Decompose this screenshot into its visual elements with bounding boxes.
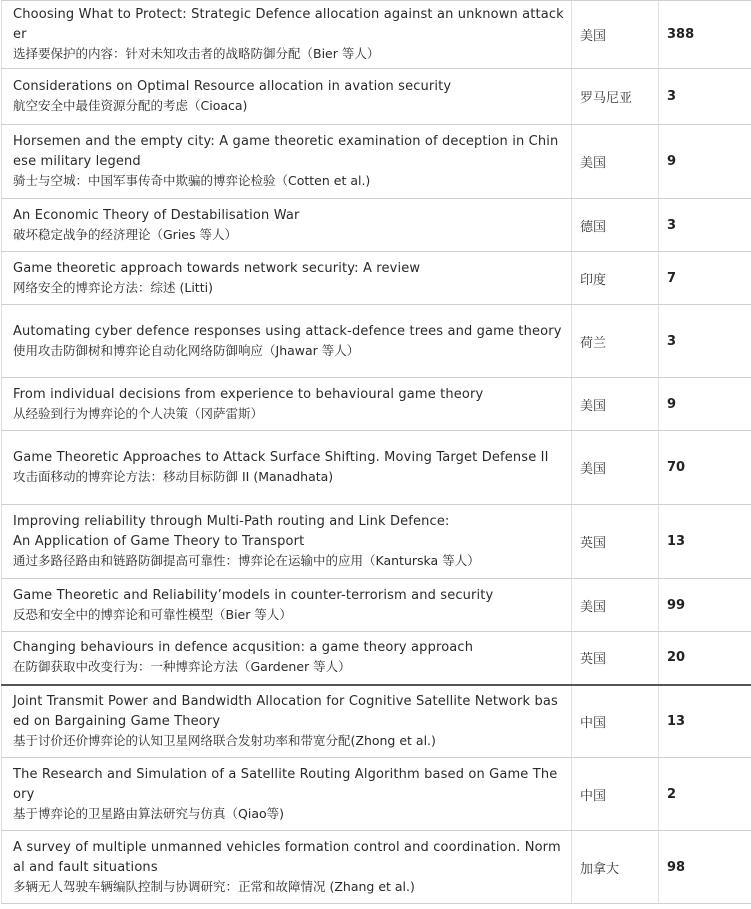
paper-title-en: Changing behaviours in defence acqusition: a game theory approach [13,640,474,656]
table-row [2,1,751,69]
table-row [2,199,751,252]
paper-title-zh: 基于讨价还价博弈论的认知卫星网络联合发射功率和带宽分配(Zhong et al.) [13,732,436,748]
citation-count: 70 [659,431,751,505]
country-cell: 加拿大 [572,831,659,904]
country-cell: 中国 [572,758,659,831]
country-cell: 英国 [572,632,659,685]
paper-title-cell [2,831,572,904]
citation-count: 3 [659,199,751,252]
paper-title-cell [2,125,572,199]
paper-title-cell [2,378,572,431]
paper-title-zh: 航空安全中最佳资源分配的考虑（Cioaca) [13,98,248,113]
country-cell: 美国 [572,378,659,431]
citation-count: 99 [659,579,751,632]
table-row [2,685,751,758]
citation-count: 9 [659,125,751,199]
table-row [2,831,751,904]
table-row [2,758,751,831]
paper-title-zh: 骑士与空城：中国军事传奇中欺骗的博弈论检验（Cotten et al.) [13,173,371,188]
paper-title-cell [2,199,572,252]
citation-count: 3 [659,305,751,378]
paper-title-en: Considerations on Optimal Resource allocation in avation security [13,79,452,94]
paper-title-cell [2,685,572,758]
citation-count: 20 [659,632,751,685]
paper-title-zh: 网络安全的博弈论方法：综述 (Litti) [13,279,213,295]
paper-title-en: Game Theoretic and Reliability’models in counter-terrorism and security [13,587,494,603]
table-row [2,252,751,305]
paper-title-en: Game theoretic approach towards network security: A review [13,260,421,276]
citation-count: 13 [659,685,751,758]
paper-title-cell [2,252,572,305]
table-row [2,632,751,685]
paper-title-cell [2,431,572,505]
citation-count: 2 [659,758,751,831]
country-cell: 中国 [572,685,659,758]
citation-count: 388 [659,1,751,69]
paper-title-zh: 破坏稳定战争的经济理论（Gries 等人） [13,226,237,242]
paper-title-cell [2,305,572,378]
papers-table [1,0,751,904]
country-cell: 美国 [572,1,659,69]
paper-title-zh: 从经验到行为博弈论的个人决策（冈萨雷斯） [13,405,264,421]
paper-title-cell [2,1,572,69]
paper-title-en: Horsemen and the empty city: A game theoretic examination of deception in Chinese military legend [13,134,559,169]
country-cell: 英国 [572,505,659,579]
paper-title-cell [2,505,572,579]
table-row [2,431,751,505]
paper-title-zh: 在防御获取中改变行为：一种博弈论方法（Gardener 等人） [13,659,351,675]
country-cell: 美国 [572,431,659,505]
country-cell: 美国 [572,579,659,632]
paper-title-zh: 选择要保护的内容：针对未知攻击者的战略防御分配（Bier 等人） [13,46,380,61]
paper-title-en: From individual decisions from experience to behavioural game theory [13,386,484,402]
table-row [2,378,751,431]
country-cell: 罗马尼亚 [572,69,659,125]
paper-title-cell [2,632,572,685]
citation-count: 13 [659,505,751,579]
paper-title-zh: 反恐和安全中的博弈论和可靠性模型（Bier 等人） [13,606,292,622]
table-row [2,579,751,632]
citation-count: 3 [659,69,751,125]
country-cell: 印度 [572,252,659,305]
paper-title-zh: 使用攻击防御树和博弈论自动化网络防御响应（Jhawar 等人） [13,342,360,358]
country-cell: 德国 [572,199,659,252]
paper-title-zh: 基于博弈论的卫星路由算法研究与仿真（Qiao等) [13,805,284,821]
paper-title-en: A survey of multiple unmanned vehicles formation control and coordination. Normal and fault situations [13,839,561,875]
country-cell: 美国 [572,125,659,199]
paper-title-en: Game Theoretic Approaches to Attack Surface Shifting. Moving Target Defense II [13,450,549,465]
country-cell: 荷兰 [572,305,659,378]
paper-title-en: The Research and Simulation of a Satellite Routing Algorithm based on Game Theory [13,766,558,802]
paper-title-en: Choosing What to Protect: Strategic Defence allocation against an unknown attacker [13,7,564,42]
citation-count: 7 [659,252,751,305]
table-row [2,505,751,579]
paper-title-en-line2: An Application of Game Theory to Transport [13,534,305,549]
table-row [2,125,751,199]
paper-title-en: Improving reliability through Multi-Path routing and Link Defence: [13,514,450,529]
paper-title-cell [2,758,572,831]
citation-count: 9 [659,378,751,431]
table-row [2,305,751,378]
paper-title-cell [2,69,572,125]
paper-title-en: An Economic Theory of Destabilisation War [13,207,300,223]
table-row [2,69,751,125]
paper-title-zh: 攻击面移动的博弈论方法：移动目标防御 II (Manadhata) [13,469,334,484]
paper-title-zh: 多辆无人驾驶车辆编队控制与协调研究：正常和故障情况 (Zhang et al.) [13,878,415,894]
paper-title-cell [2,579,572,632]
paper-title-en: Automating cyber defence responses using attack-defence trees and game theory [13,323,562,339]
paper-title-zh: 通过多路径路由和链路防御提高可靠性：博弈论在运输中的应用（Kanturska 等人） [13,553,480,568]
citation-count: 98 [659,831,751,904]
paper-title-en: Joint Transmit Power and Bandwidth Allocation for Cognitive Satellite Network based on Bargaining Game Theory [13,693,558,729]
